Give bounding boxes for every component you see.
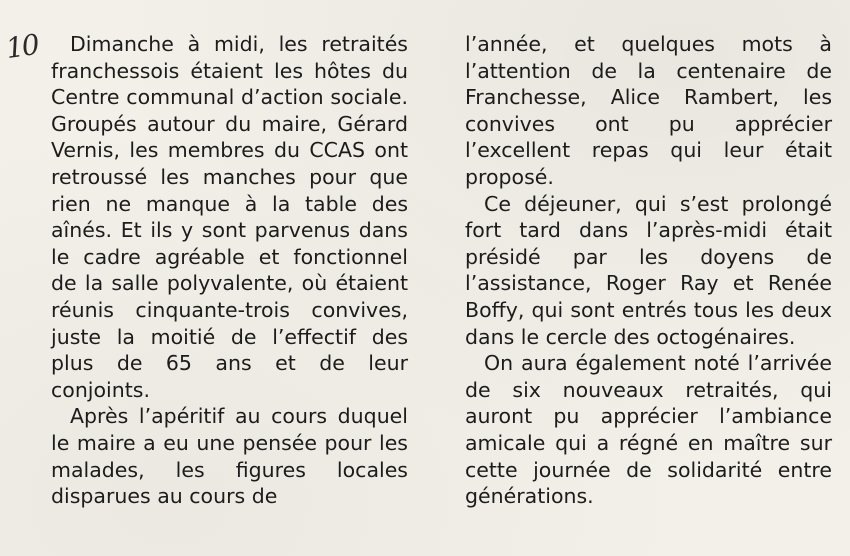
article-paragraph: Ce déjeuner, qui s’est prolongé fort tard dans l’après-midi était présidé par les doyens de l’assistance, Roger Ray et Renée Boffy, qui sont entrés tous les deux dans le cercle des octogénaires.	[465, 191, 832, 349]
article-paragraph: On aura également noté l’arrivée de six nouveaux retraités, qui auront pu apprécier l’ambiance amicale qui a régné en maître sur cette journée de solidarité entre générations.	[465, 351, 832, 509]
article-paragraph: Dimanche à midi, les retraités franchessois étaient les hôtes du Centre communal d’action sociale. Groupés autour du maire, Gérard Vernis, les membres du CCAS ont retroussé les manches pour que rien ne manque à la table des aînés. Et ils y sont parvenus dans le cadre agréable et fonctionnel de la salle polyvalente, où étaient réunis cinquante-trois convives, juste la moitié de l’effectif des plus de 65 ans et de leur conjoints.	[51, 32, 408, 402]
article-column-right	[465, 31, 832, 510]
handwritten-margin-note: 10	[3, 27, 40, 66]
article-paragraph: l’année, et quelques mots à l’attention de la centenaire de Franchesse, Alice Rambert, les convives ont pu apprécier l’excellent repas qui leur était proposé.	[465, 32, 832, 189]
article-paragraph: Après l’apéritif au cours duquel le maire a eu une pensée pour les malades, les figures locales disparues au cours de	[51, 404, 408, 509]
article-column-left	[51, 31, 408, 510]
